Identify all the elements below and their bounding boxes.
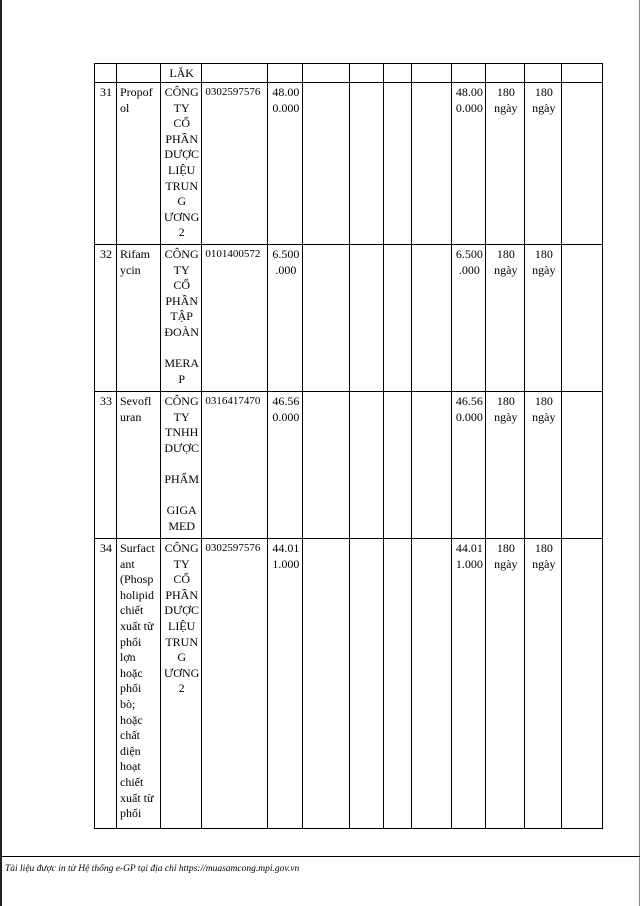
empty-cell <box>384 64 412 83</box>
footer-note: Tài liệu được in từ Hệ thống e-GP tại địa chỉ https://muasamcong.mpi.gov.vn <box>5 864 300 874</box>
duration-2 <box>525 64 562 83</box>
empty-cell <box>350 392 384 539</box>
empty-cell <box>562 64 603 83</box>
empty-cell <box>562 539 603 829</box>
table-row <box>95 539 603 829</box>
empty-cell <box>384 245 412 392</box>
tax-code: 0101400572 <box>202 245 268 392</box>
supplier-name: LẮK <box>161 64 202 83</box>
empty-cell <box>412 392 452 539</box>
empty-cell <box>562 392 603 539</box>
contract-price: 46.56 0.000 <box>452 392 486 539</box>
duration-2: 180 ngày <box>525 539 562 829</box>
item-number: 33 <box>95 392 117 539</box>
duration-2: 180 ngày <box>525 392 562 539</box>
empty-cell <box>562 245 603 392</box>
item-name: Propof ol <box>117 83 161 245</box>
bid-price: 44.01 1.000 <box>268 539 303 829</box>
empty-cell <box>350 83 384 245</box>
empty-cell <box>303 64 350 83</box>
empty-cell <box>350 64 384 83</box>
supplier-name: CÔNG TY CỔ PHẦN DƯỢC LIỆU TRUN G ƯƠNG 2 <box>161 539 202 829</box>
empty-cell <box>412 539 452 829</box>
empty-cell <box>412 245 452 392</box>
empty-cell <box>412 83 452 245</box>
empty-cell <box>412 64 452 83</box>
table-row <box>95 64 603 83</box>
bid-price: 46.56 0.000 <box>268 392 303 539</box>
empty-cell <box>303 83 350 245</box>
item-name: Rifam ycin <box>117 245 161 392</box>
empty-cell <box>350 539 384 829</box>
duration-1: 180 ngày <box>486 83 525 245</box>
empty-cell <box>384 83 412 245</box>
bid-price <box>268 64 303 83</box>
duration-1: 180 ngày <box>486 392 525 539</box>
empty-cell <box>384 392 412 539</box>
item-name: Surfact ant (Phosp holipid chiết xuất từ phổi lợn hoặc phổi bò; hoặc chất diện hoạt chiết xuất từ phổi <box>117 539 161 829</box>
item-number <box>95 64 117 83</box>
supplier-name: CÔNG TY CỔ PHẦN TẬP ĐOÀN MERA P <box>161 245 202 392</box>
contract-price: 6.500 .000 <box>452 245 486 392</box>
empty-cell <box>350 245 384 392</box>
contract-price: 44.01 1.000 <box>452 539 486 829</box>
empty-cell <box>562 83 603 245</box>
empty-cell <box>384 539 412 829</box>
bid-price: 48.00 0.000 <box>268 83 303 245</box>
duration-2: 180 ngày <box>525 83 562 245</box>
duration-1: 180 ngày <box>486 245 525 392</box>
footer-divider <box>2 856 640 857</box>
supplier-name: CÔNG TY TNHH DƯỢC PHẨM GIGA MED <box>161 392 202 539</box>
tax-code <box>202 64 268 83</box>
empty-cell <box>303 245 350 392</box>
item-number: 31 <box>95 83 117 245</box>
page-edge-left <box>0 0 2 906</box>
tax-code: 0316417470 <box>202 392 268 539</box>
table-row <box>95 83 603 245</box>
contract-price: 48.00 0.000 <box>452 83 486 245</box>
duration-1 <box>486 64 525 83</box>
contract-table <box>94 63 603 829</box>
item-number: 34 <box>95 539 117 829</box>
tax-code: 0302597576 <box>202 83 268 245</box>
table-row <box>95 392 603 539</box>
contract-price <box>452 64 486 83</box>
supplier-name: CÔNG TY CỔ PHẦN DƯỢC LIỆU TRUN G ƯƠNG 2 <box>161 83 202 245</box>
item-name: Sevofl uran <box>117 392 161 539</box>
duration-1: 180 ngày <box>486 539 525 829</box>
empty-cell <box>303 392 350 539</box>
bid-price: 6.500 .000 <box>268 245 303 392</box>
item-name <box>117 64 161 83</box>
empty-cell <box>303 539 350 829</box>
table-row <box>95 245 603 392</box>
tax-code: 0302597576 <box>202 539 268 829</box>
item-number: 32 <box>95 245 117 392</box>
duration-2: 180 ngày <box>525 245 562 392</box>
